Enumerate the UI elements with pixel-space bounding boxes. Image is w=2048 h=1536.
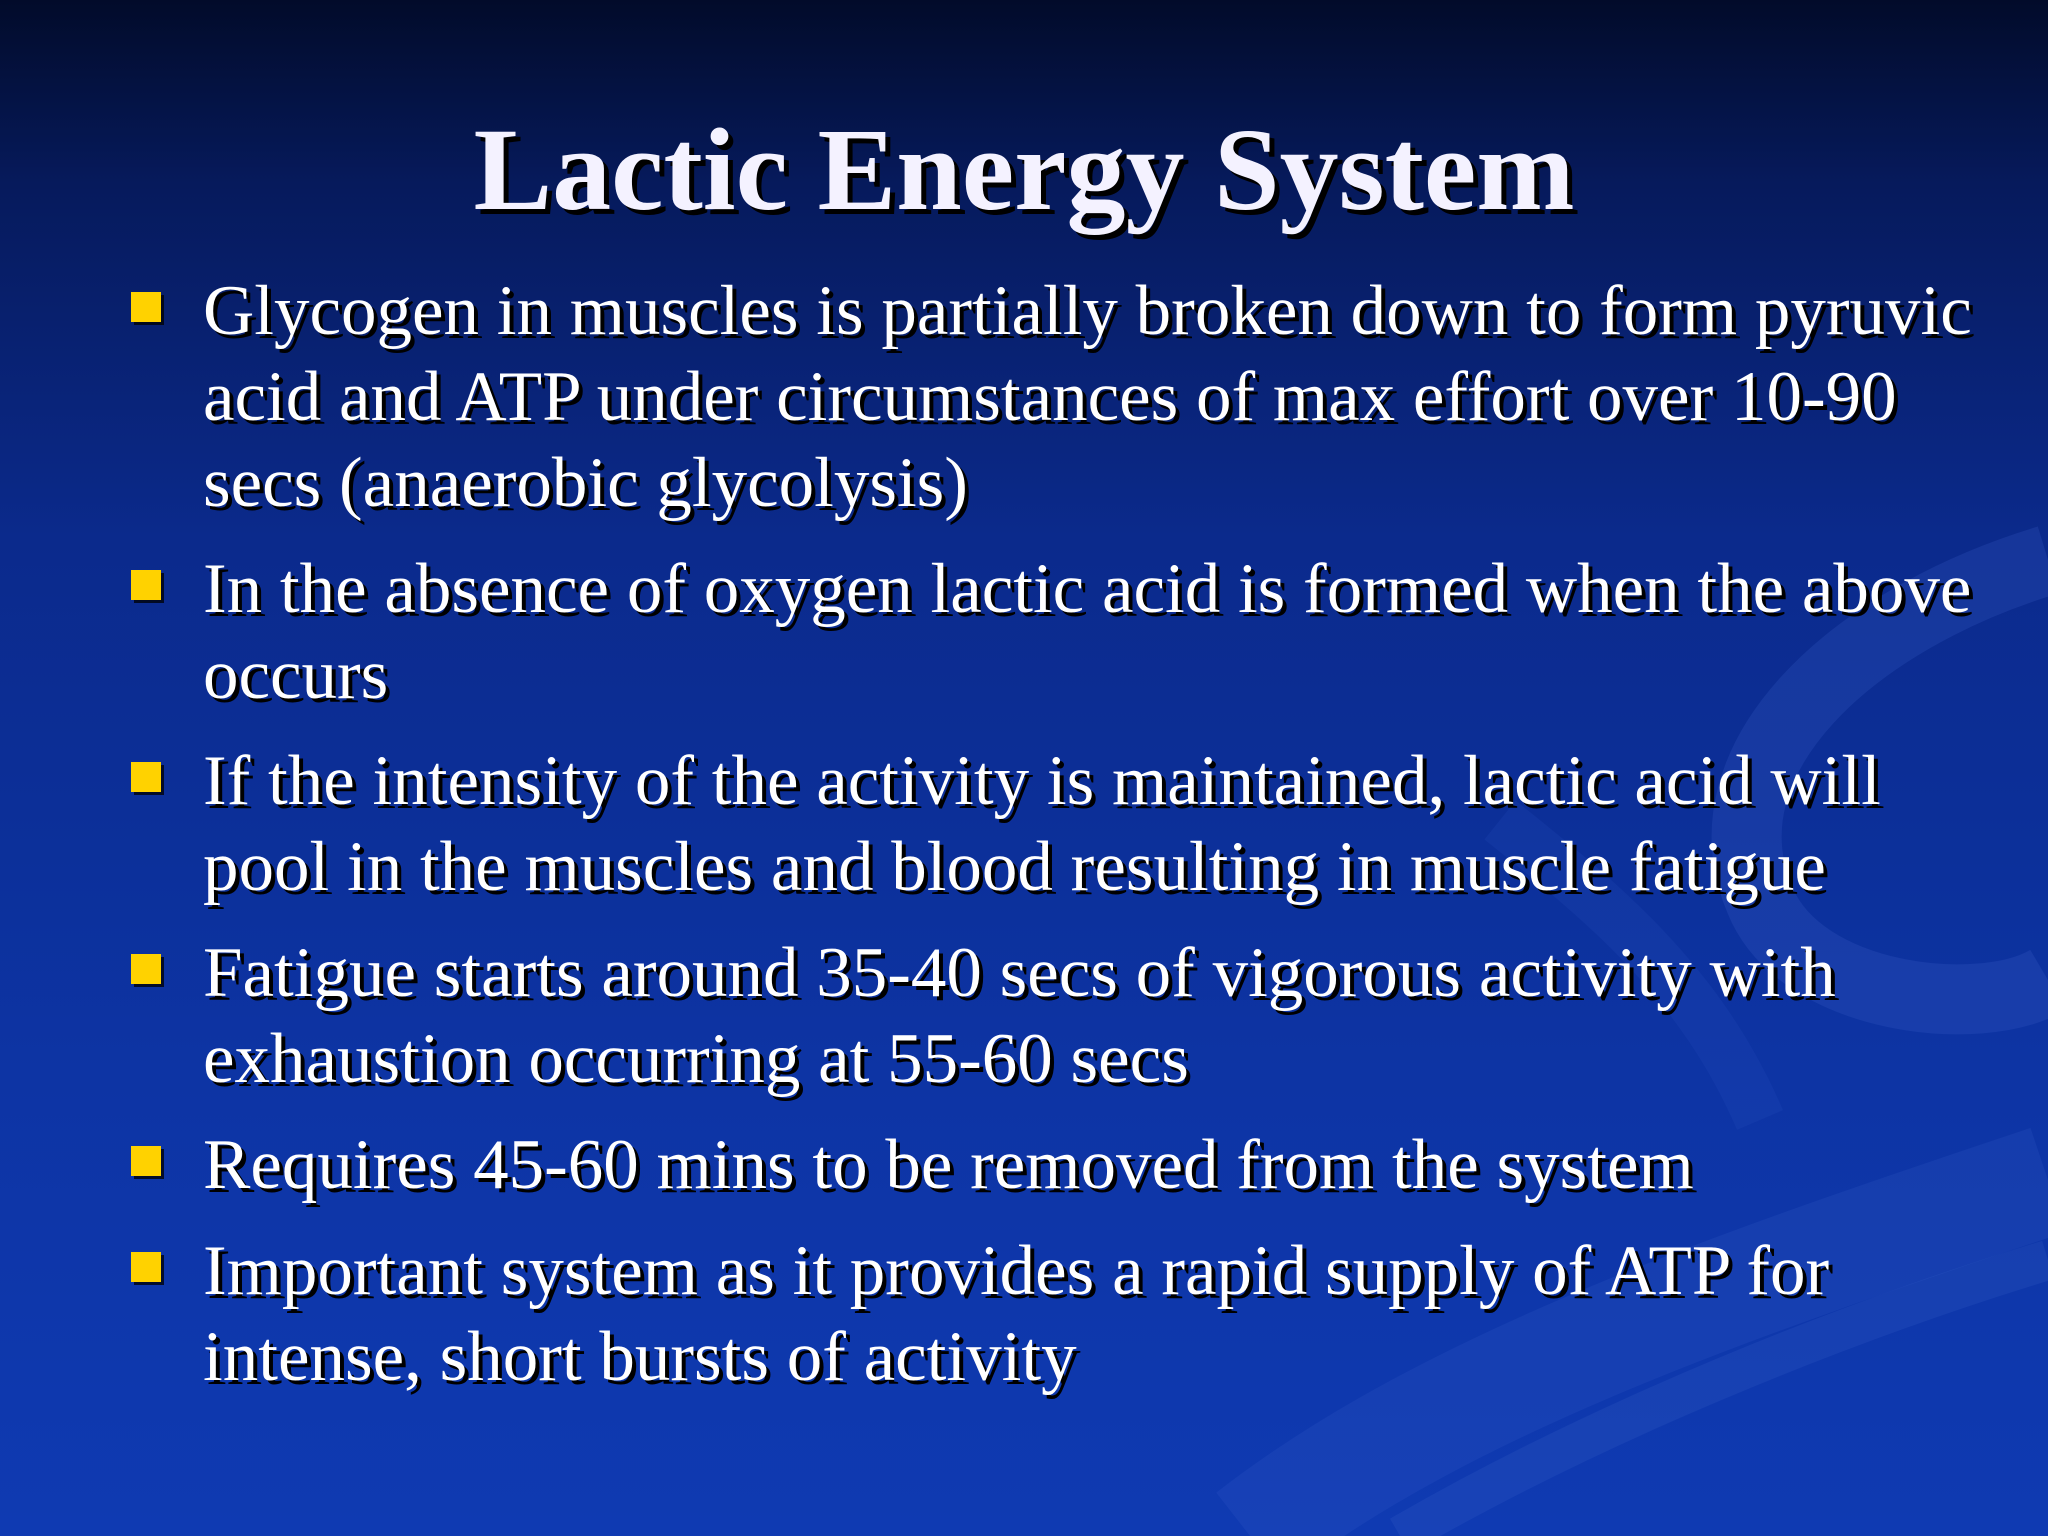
bullet-text: Requires 45-60 mins to be removed from the system (203, 1126, 1694, 1204)
bullet-text: In the absence of oxygen lactic acid is formed when the above occurs (203, 550, 1972, 714)
bullet-text: Important system as it provides a rapid supply of ATP for intense, short bursts of activity (203, 1232, 1830, 1396)
slide-title: Lactic Energy System (473, 104, 1575, 235)
square-bullet-icon (131, 1252, 161, 1282)
bullet-text: If the intensity of the activity is maintained, lactic acid will pool in the muscles and blood resulting in muscle fatigue (203, 742, 1881, 906)
square-bullet-icon (131, 292, 161, 322)
bullet-text: Glycogen in muscles is partially broken down to form pyruvic acid and ATP under circumstances of max effort over 10-90 secs (anaerobic glycolysis) (203, 272, 1972, 522)
bullet-item (0, 268, 1983, 526)
square-bullet-icon (131, 762, 161, 792)
square-bullet-icon (131, 954, 161, 984)
bullet-item (0, 1122, 1983, 1208)
bullet-list (0, 268, 2048, 1420)
square-bullet-icon (131, 570, 161, 600)
square-bullet-icon (131, 1146, 161, 1176)
bullet-item (0, 738, 1983, 910)
bullet-item (0, 546, 1983, 718)
bullet-text: Fatigue starts around 35-40 secs of vigorous activity with exhaustion occurring at 55-60 secs (203, 934, 1836, 1098)
bullet-item (0, 1228, 1983, 1400)
bullet-item (0, 930, 1983, 1102)
